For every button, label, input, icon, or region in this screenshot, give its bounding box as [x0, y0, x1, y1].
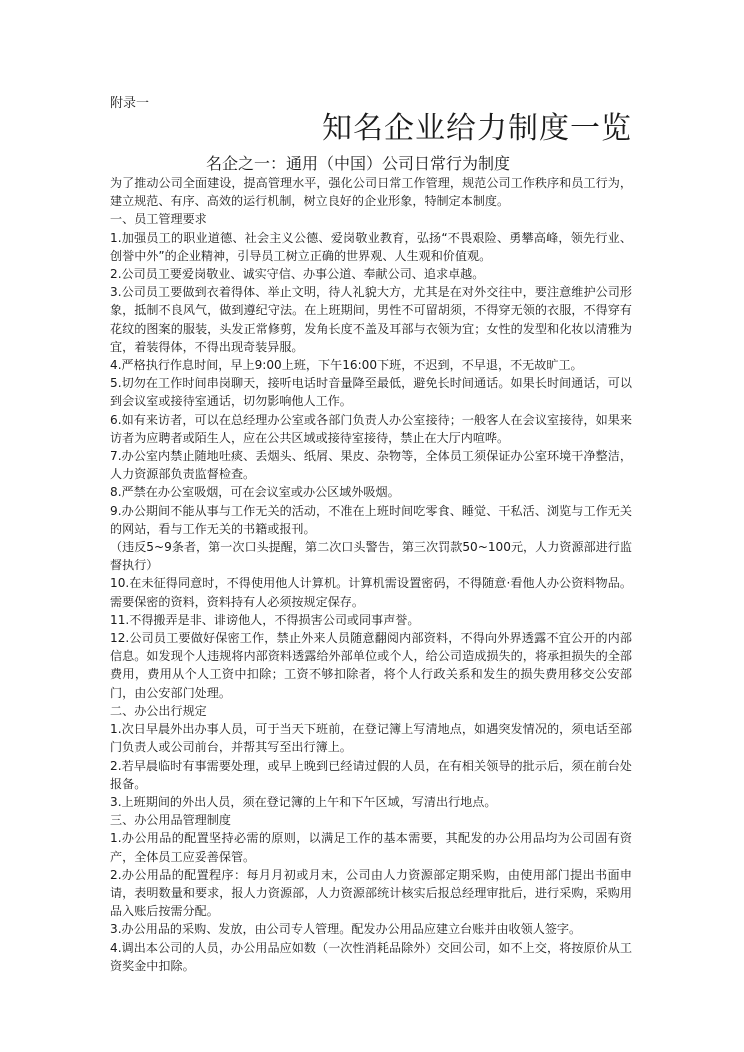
list-item: 5.切勿在工作时间串岗聊天，接听电话时音量降至最低，避免长时间通话。如果长时间通话，可以到会议室或接待室通话，切勿影响他人工作。: [110, 376, 632, 409]
list-item: 12.公司员工要做好保密工作，禁止外来人员随意翻阅内部资料，不得向外界透露不宜公开的内部信息。如发现个人违规将内部资料透露给外部单位或个人，给公司造成损失的，将承担损失的全部费用，费用从个人工资中扣除；工资不够扣除者，将个人行政关系和发生的损失费用移交公安部门，由公安部门处理。: [110, 631, 632, 700]
section-heading: 三、办公用品管理制度: [110, 813, 231, 828]
list-item: 2.公司员工要爱岗敬业、诚实守信、办事公道、奉献公司、追求卓越。: [110, 267, 485, 282]
list-item: 1.办公用品的配置坚持必需的原则，以满足工作的基本需要，其配发的办公用品均为公司固有资产，全体员工应妥善保管。: [110, 831, 632, 864]
list-item: 1.次日早晨外出办事人员，可于当天下班前，在登记簿上写清地点，如遇突发情况的，须电话至部门负责人或公司前台，并帮其写至出行簿上。: [110, 722, 632, 755]
list-item: 4.严格执行作息时间，早上9:00上班，下午16:00下班，不迟到，不早退，不无故旷工。: [110, 358, 583, 373]
document-body: [110, 174, 632, 975]
list-item: 2.办公用品的配置程序：每月月初或月末，公司由人力资源部定期采购，由使用部门提出书面申请，表明数量和要求，报人力资源部，人力资源部统计核实后报总经理审批后，进行采购，采购用品入账后按需分配。: [110, 867, 632, 919]
intro-paragraph: 为了推动公司全面建设，提高管理水平，强化公司日常工作管理，规范公司工作秩序和员工行为，建立规范、有序、高效的运行机制，树立良好的企业形象，特制定本制度。: [110, 176, 632, 209]
list-item: 3.上班期间的外出人员，须在登记簿的上午和下午区域，写清出行地点。: [110, 794, 497, 809]
list-item: 1.加强员工的职业道德、社会主义公德、爱岗敬业教育，弘扬“不畏艰险、勇攀高峰，领先行业、创誉中外”的企业精神，引导员工树立正确的世界观、人生观和价值观。: [110, 230, 632, 263]
list-item: 4.调出本公司的人员，办公用品应如数（一次性消耗品除外）交回公司，如不上交，将按原价从工资奖金中扣除。: [110, 940, 632, 973]
list-item: 2.若早晨临时有事需要处理，或早上晚到已经请过假的人员，在有相关领导的批示后，须在前台处报备。: [110, 758, 632, 791]
list-item: 3.公司员工要做到衣着得体、举止文明，待人礼貌大方，尤其是在对外交往中，要注意维护公司形象，抵制不良风气，做到遵纪守法。在上班期间，男性不可留胡须，不得穿无领的衣服，不得穿有花纹的图案的服装，头发正常修剪，发角长度不盖及耳部与衣领为宜；女性的发型和化妆以清雅为宜，着装得体，不得出现奇装异服。: [110, 285, 632, 354]
page-title: 知名企业给力制度一览: [322, 111, 632, 146]
list-item: 9.办公期间不能从事与工作无关的活动，不准在上班时间吃零食、睡觉、干私活、浏览与工作无关的网站，看与工作无关的书籍或报刊。: [110, 503, 632, 536]
list-item: 8.严禁在办公室吸烟，可在会议室或办公区域外吸烟。: [110, 485, 400, 500]
page-subtitle: 名企之一：通用（中国）公司日常行为制度: [206, 154, 511, 173]
penalty-note: （违反5~9条者，第一次口头提醒，第二次口头警告，第三次罚款50~100元，人力资源部进行监督执行）: [110, 540, 632, 573]
list-item: 6.如有来访者，可以在总经理办公室或各部门负责人办公室接待；一般客人在会议室接待，如果来访者为应聘者或陌生人，应在公共区域或接待室接待，禁止在大厅内喧哗。: [110, 412, 632, 445]
section-heading: 二、办公出行规定: [110, 703, 207, 718]
section-heading: 一、员工管理要求: [110, 212, 207, 227]
list-item: 10.在未征得同意时，不得使用他人计算机。计算机需设置密码，不得随意·看他人办公资料物品。需要保密的资料，资料持有人必须按规定保存。: [110, 576, 632, 609]
appendix-label: 附录一: [110, 96, 150, 111]
list-item: 7.办公室内禁止随地吐痰、丢烟头、纸屑、果皮、杂物等，全体员工须保证办公室环境干净整洁，人力资源部负责监督检查。: [110, 449, 632, 482]
list-item: 3.办公用品的采购、发放，由公司专人管理。配发办公用品应建立台账并由收领人签字。: [110, 922, 582, 937]
list-item: 11.不得搬弄是非、诽谤他人，不得损害公司或同事声誉。: [110, 612, 420, 627]
